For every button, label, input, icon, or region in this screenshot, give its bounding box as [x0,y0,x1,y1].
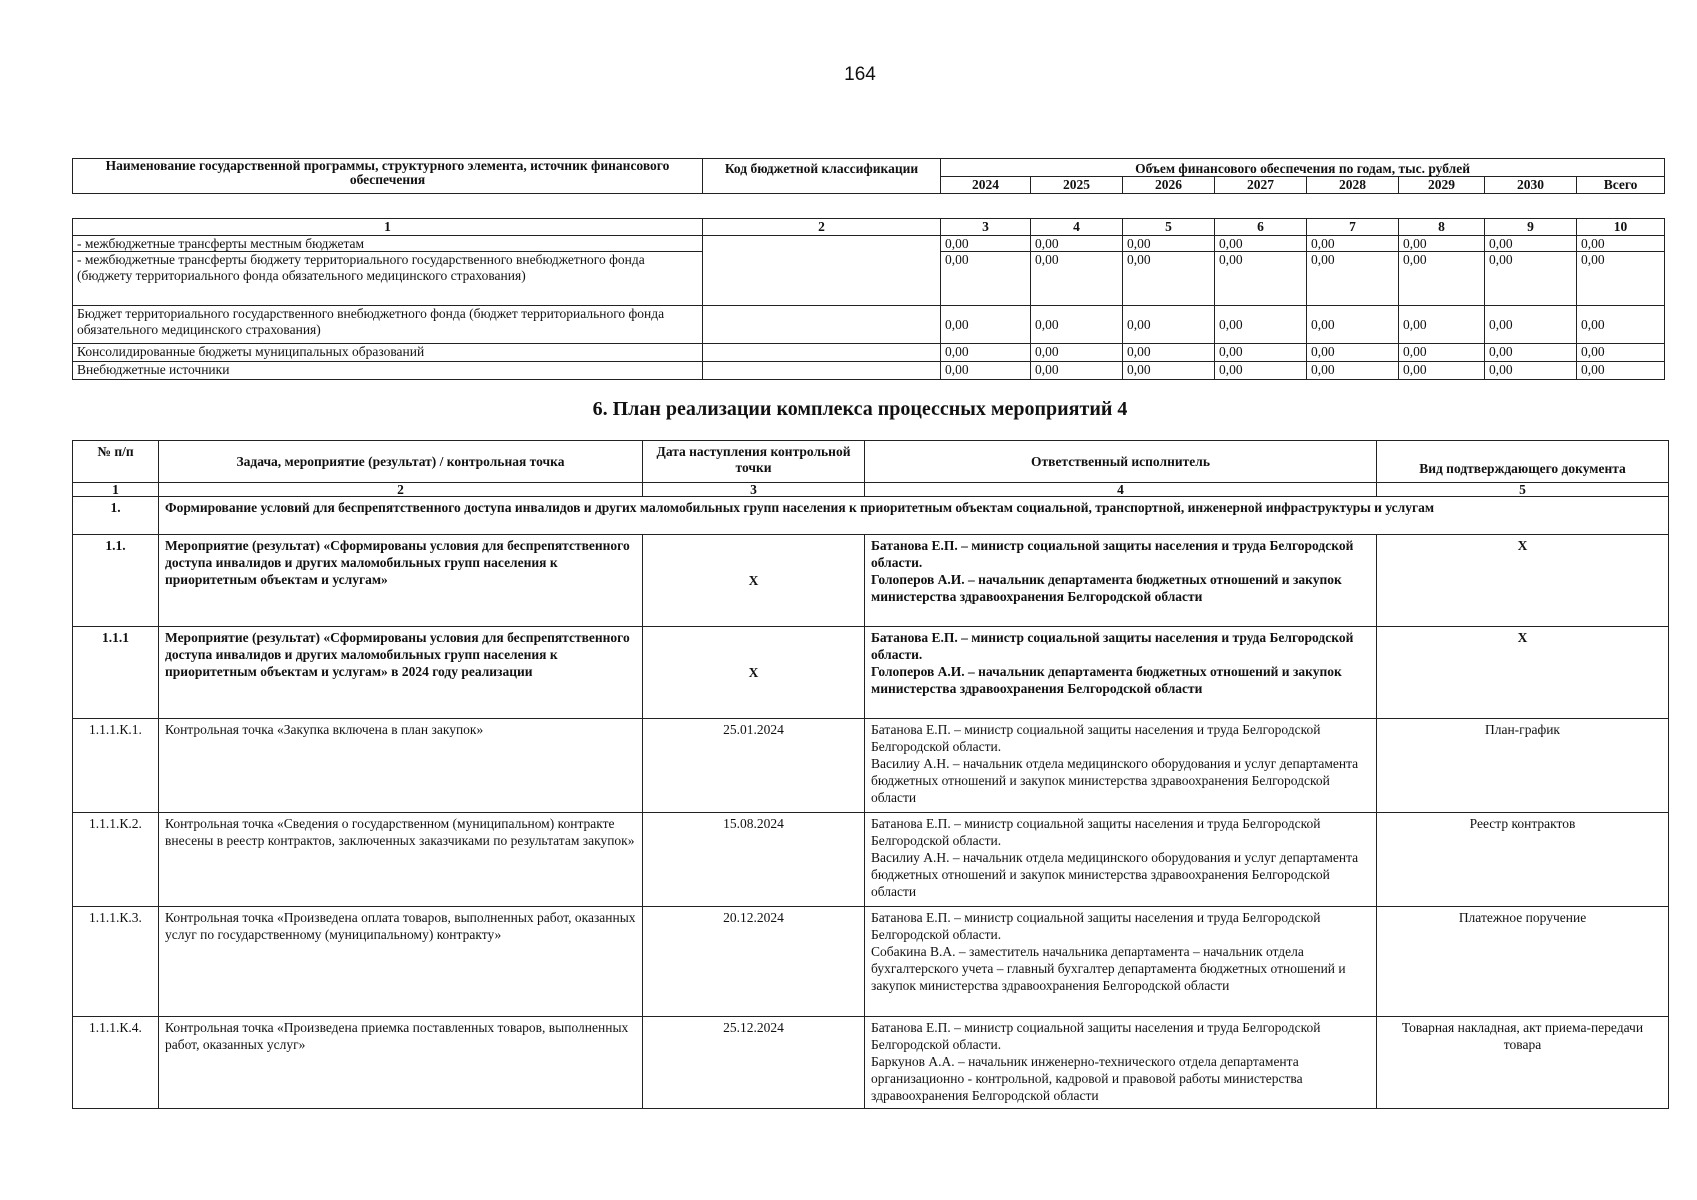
finance-value: 0,00 [1215,306,1307,344]
finance-value: 0,00 [1031,344,1123,362]
plan-colnum: 1 [73,483,159,497]
plan-row-doc: Товарная накладная, акт приема-передачи товара [1377,1017,1669,1109]
plan-row-doc: Х [1377,627,1669,719]
finance-value: 0,00 [1577,306,1665,344]
finance-row-code [703,306,941,344]
plan-row-responsible: Батанова Е.П. – министр социальной защиты населения и труда Белгородской области. Голоперов А.И. – начальник департамента бюджетных отношений и закупок министерства здравоохранения Белгородской области [865,627,1377,719]
finance-year-2028: 2028 [1307,177,1399,194]
plan-row-task: Контрольная точка «Сведения о государственном (муниципальном) контракте внесены в реестр контрактов, заключенных заказчиками по результатам закупок» [159,813,643,907]
finance-value: 0,00 [1485,252,1577,306]
plan-colnum: 2 [159,483,643,497]
finance-table [72,158,1665,194]
finance-value: 0,00 [1031,306,1123,344]
plan-header-row [73,441,1669,483]
finance-table-body [72,218,1665,380]
plan-head-responsible: Ответственный исполнитель [865,441,1377,483]
plan-row-doc: Платежное поручение [1377,907,1669,1017]
finance-value: 0,00 [1307,344,1399,362]
plan-table [72,440,1669,1109]
plan-row-date: 20.12.2024 [643,907,865,1017]
finance-value: 0,00 [1307,235,1399,252]
plan-row-date: Х [643,535,865,627]
plan-row-doc: План-график [1377,719,1669,813]
plan-row-responsible: Батанова Е.П. – министр социальной защиты населения и труда Белгородской области. Голоперов А.И. – начальник департамента бюджетных отношений и закупок министерства здравоохранения Белгородской области [865,535,1377,627]
finance-value: 0,00 [1577,235,1665,252]
finance-value: 0,00 [1215,362,1307,380]
plan-head-task: Задача, мероприятие (результат) / контрольная точка [159,441,643,483]
plan-row-date: 15.08.2024 [643,813,865,907]
finance-colnum: 3 [941,219,1031,236]
finance-row-code [703,344,941,362]
finance-colnum: 2 [703,219,941,236]
finance-value: 0,00 [1123,306,1215,344]
finance-value: 0,00 [1399,306,1485,344]
finance-year-2030: 2030 [1485,177,1577,194]
finance-colnum: 5 [1123,219,1215,236]
finance-colnum: 6 [1215,219,1307,236]
finance-value: 0,00 [941,252,1031,306]
finance-colnum: 7 [1307,219,1399,236]
plan-row-num: 1.1.1.К.4. [73,1017,159,1109]
plan-row-responsible: Батанова Е.П. – министр социальной защиты населения и труда Белгородской Белгородской области. Баркунов А.А. – начальник инженерно-технического отдела департамента организационно - контрольной, кадровой и правовой работы министерства здравоохранения Белгородской области [865,1017,1377,1109]
plan-row-num: 1.1.1 [73,627,159,719]
finance-value: 0,00 [941,306,1031,344]
finance-value: 0,00 [1399,362,1485,380]
finance-head-volume: Объем финансового обеспечения по годам, тыс. рублей [941,159,1665,177]
plan-row [73,627,1669,719]
finance-value: 0,00 [941,344,1031,362]
finance-value: 0,00 [1485,362,1577,380]
finance-value: 0,00 [1215,344,1307,362]
finance-value: 0,00 [1123,344,1215,362]
finance-colnum: 10 [1577,219,1665,236]
finance-row [73,344,1665,362]
finance-row-code [703,235,941,306]
plan-row-task: Мероприятие (результат) «Сформированы условия для беспрепятственного доступа инвалидов и других маломобильных групп населения к приоритетным объектам и услугам» [159,535,643,627]
finance-value: 0,00 [1215,252,1307,306]
plan-row-num: 1.1. [73,535,159,627]
plan-row-task: Контрольная точка «Произведена оплата товаров, выполненных работ, оказанных услуг по государственному (муниципальному) контракту» [159,907,643,1017]
finance-row [73,306,1665,344]
finance-row-name: - межбюджетные трансферты бюджету территориального государственного внебюджетного фонда (бюджету территориального фонда обязательного медицинского страхования) [73,252,703,306]
finance-value: 0,00 [1031,235,1123,252]
finance-colnum: 1 [73,219,703,236]
plan-row-task: Мероприятие (результат) «Сформированы условия для беспрепятственного доступа инвалидов и других маломобильных групп населения к приоритетным объектам и услугам» в 2024 году реализации [159,627,643,719]
finance-year-2026: 2026 [1123,177,1215,194]
finance-value: 0,00 [1123,235,1215,252]
plan-task-row [73,497,1669,535]
plan-row-date: 25.12.2024 [643,1017,865,1109]
plan-head-doc: Вид подтверждающего документа [1377,441,1669,483]
finance-row [73,362,1665,380]
section-title: 6. План реализации комплекса процессных мероприятий 4 [592,398,1128,420]
finance-value: 0,00 [1215,235,1307,252]
finance-value: 0,00 [1577,344,1665,362]
plan-row [73,535,1669,627]
finance-value: 0,00 [941,362,1031,380]
finance-value: 0,00 [1031,362,1123,380]
finance-value: 0,00 [1399,252,1485,306]
finance-row-name: - межбюджетные трансферты местным бюджетам [73,235,703,252]
finance-value: 0,00 [1399,344,1485,362]
plan-row [73,719,1669,813]
finance-row-name: Бюджет территориального государственного внебюджетного фонда (бюджет территориального фонда обязательного медицинского страхования) [73,306,703,344]
finance-head-name: Наименование государственной программы, структурного элемента, источник финансового обеспечения [73,159,703,194]
plan-head-num: № п/п [73,441,159,483]
finance-value: 0,00 [1485,306,1577,344]
finance-colnum-row [73,219,1665,236]
plan-task-text: Формирование условий для беспрепятственного доступа инвалидов и других маломобильных групп населения к приоритетным объектам социальной, транспортной, инженерной инфраструктуры и услугам [159,497,1669,535]
plan-row-responsible: Батанова Е.П. – министр социальной защиты населения и труда Белгородской Белгородской области. Василиу А.Н. – начальник отдела медицинского оборудования и услуг департамента бюджетных отношений и закупок министерства здравоохранения Белгородской области [865,719,1377,813]
plan-row-doc: Х [1377,535,1669,627]
plan-row [73,907,1669,1017]
finance-value: 0,00 [1577,362,1665,380]
finance-value: 0,00 [1399,235,1485,252]
page-number: 164 [844,64,876,85]
plan-row-task: Контрольная точка «Закупка включена в план закупок» [159,719,643,813]
finance-colnum: 4 [1031,219,1123,236]
finance-row-code [703,362,941,380]
plan-row-doc: Реестр контрактов [1377,813,1669,907]
finance-year-2027: 2027 [1215,177,1307,194]
plan-row [73,1017,1669,1109]
finance-value: 0,00 [941,235,1031,252]
plan-row-num: 1.1.1.К.3. [73,907,159,1017]
finance-year-total: Всего [1577,177,1665,194]
plan-row-num: 1.1.1.К.1. [73,719,159,813]
finance-year-2024: 2024 [941,177,1031,194]
finance-value: 0,00 [1031,252,1123,306]
plan-colnum-row [73,483,1669,497]
finance-value: 0,00 [1307,252,1399,306]
plan-row-task: Контрольная точка «Произведена приемка поставленных товаров, выполненных работ, оказанных услуг» [159,1017,643,1109]
finance-value: 0,00 [1485,344,1577,362]
plan-task-num: 1. [73,497,159,535]
finance-year-2025: 2025 [1031,177,1123,194]
plan-colnum: 5 [1377,483,1669,497]
finance-row-name: Внебюджетные источники [73,362,703,380]
finance-row [73,235,1665,252]
finance-value: 0,00 [1577,252,1665,306]
plan-row-responsible: Батанова Е.П. – министр социальной защиты населения и труда Белгородской Белгородской области. Собакина В.А. – заместитель начальника департамента – начальник отдела бухгалтерского учета – главный бухгалтер департамента бюджетных отношений и закупок министерства здравоохранения Белгородской области [865,907,1377,1017]
finance-head-code: Код бюджетной классификации [703,159,941,194]
finance-value: 0,00 [1485,235,1577,252]
plan-row [73,813,1669,907]
plan-row-responsible: Батанова Е.П. – министр социальной защиты населения и труда Белгородской Белгородской области. Василиу А.Н. – начальник отдела медицинского оборудования и услуг департамента бюджетных отношений и закупок министерства здравоохранения Белгородской области [865,813,1377,907]
finance-year-2029: 2029 [1399,177,1485,194]
finance-value: 0,00 [1123,252,1215,306]
finance-colnum: 8 [1399,219,1485,236]
finance-row-name: Консолидированные бюджеты муниципальных образований [73,344,703,362]
plan-colnum: 3 [643,483,865,497]
finance-colnum: 9 [1485,219,1577,236]
plan-row-num: 1.1.1.К.2. [73,813,159,907]
finance-value: 0,00 [1307,362,1399,380]
plan-row-date: Х [643,627,865,719]
plan-colnum: 4 [865,483,1377,497]
finance-value: 0,00 [1307,306,1399,344]
finance-value: 0,00 [1123,362,1215,380]
plan-head-date: Дата наступления контрольной точки [643,441,865,483]
plan-row-date: 25.01.2024 [643,719,865,813]
